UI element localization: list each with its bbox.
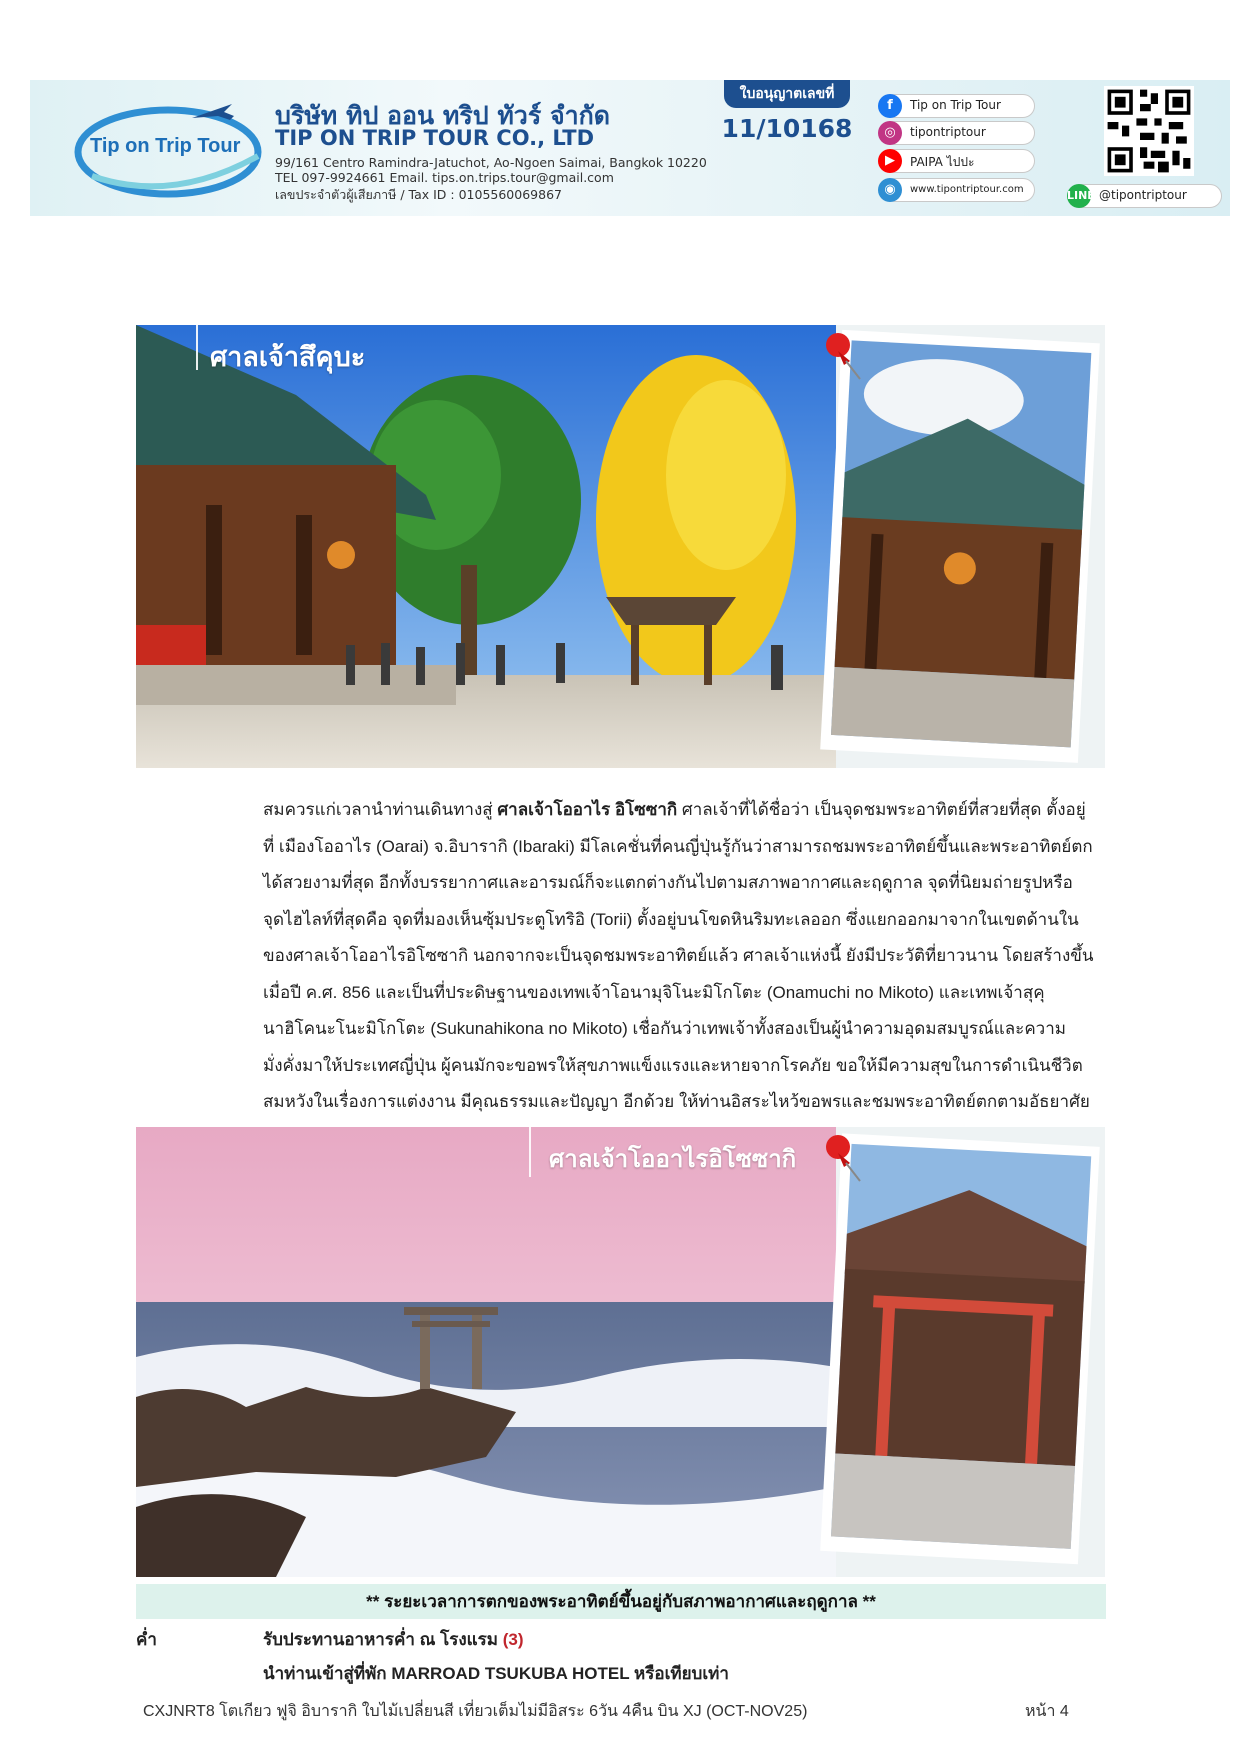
- hotel-description: นำท่านเข้าสู่ที่พัก MARROAD TSUKUBA HOTEL หรือเทียบเท่า: [263, 1664, 729, 1683]
- footer-page-number: หน้า 4: [1025, 1703, 1069, 1720]
- footer-tour-code: CXJNRT8 โตเกียว ฟูจิ อิบารากิ ใบไม้เปลี่ยนสี เที่ยวเต็มไม่มีอิสระ 6วัน 4คืน บิน XJ (OCT-NOV25): [143, 1703, 808, 1720]
- sunset-time-note: ** ระยะเวลาการตกของพระอาทิตย์ขึ้นอยู่กับสภาพอากาศและฤดูกาล **: [136, 1584, 1106, 1619]
- paragraph-line: มั่งคั่งมาให้ประเทศญี่ปุ่น ผู้คนมักจะขอพรให้สุขภาพแข็งแรงและหายจากโรคภัย ขอให้มีความสุขในการดำเนินชีวิต: [263, 1056, 1083, 1075]
- paragraph-line: จุดไฮไลท์ที่สุดคือ จุดที่มองเห็นซุ้มประตูโทริอิ (Torii) ตั้งอยู่บนโขดหินริมทะเลออก ซึ่งแยกออกมาจากในเขตด้านใน: [263, 910, 1079, 929]
- instagram-icon: ◎: [878, 121, 902, 145]
- oarai-isosaki-label: ศาลเจ้าโออาไรอิโซซากิ: [549, 1145, 797, 1173]
- web-icon: ◉: [878, 178, 902, 202]
- qr-code: [1104, 86, 1194, 176]
- company-contact: TEL 097-9924661 Email. tips.on.trips.tour@gmail.com: [275, 170, 614, 185]
- line-icon: LINE: [1067, 184, 1091, 208]
- tsukuba-shrine-photo-panel: [136, 325, 1105, 768]
- paragraph-line: สมหวังในเรื่องการแต่งงาน มีคุณธรรมและปัญญา อีกด้วย ให้ท่านอิสระไหว้ขอพรและชมพระอาทิตย์ตกตามอัธยาศัย: [263, 1092, 1090, 1111]
- paragraph-line: ของศาลเจ้าโออาไรอิโซซากิ นอกจากจะเป็นจุดชมพระอาทิตย์แล้ว ศาลเจ้าแห่งนี้ ยังมีประวัติที่ยาวนาน โดยสร้างขึ้น: [263, 946, 1094, 965]
- license-box: [702, 80, 872, 143]
- facebook-text: Tip on Trip Tour: [910, 98, 1001, 112]
- line-link[interactable]: [1067, 184, 1222, 208]
- youtube-icon: ▶: [878, 149, 902, 173]
- logo-text: Tip on Trip Tour: [90, 135, 241, 157]
- paragraph-line: สมควรแก่เวลานำท่านเดินทางสู่ ศาลเจ้าโออาไร อิโซซากิ ศาลเจ้าที่ได้ชื่อว่า เป็นจุดชมพระอาทิตย์ที่สวยที่สุด ตั้งอยู่: [263, 800, 1086, 819]
- oarai-isosaki-photo-panel: [136, 1127, 1105, 1577]
- facebook-link[interactable]: [883, 94, 1035, 118]
- license-label: ใบอนุญาตเลขที่: [724, 80, 851, 108]
- pushpin-icon: [824, 331, 864, 381]
- youtube-text: PAIPA ไปปะ: [910, 155, 975, 169]
- meal-code: (3): [502, 1630, 524, 1649]
- company-address: 99/161 Centro Ramindra-Jatuchot, Ao-Ngoen Saimai, Bangkok 10220: [275, 155, 707, 170]
- header-banner: [30, 80, 1230, 216]
- tsukuba-shrine-label: ศาลเจ้าสึคุบะ: [210, 342, 366, 373]
- paragraph-line: ที่ เมืองโออาไร (Oarai) จ.อิบารากิ (Ibaraki) มีโลเคชั่นที่คนญี่ปุ่นรู้กันว่าสามารถชมพระอาทิตย์ขึ้นและพระอาทิตย์ตก: [263, 837, 1093, 856]
- website-link[interactable]: [883, 178, 1035, 202]
- line-id-text: @tipontriptour: [1099, 188, 1187, 202]
- license-number: 11/10168: [721, 114, 853, 143]
- shrine-name-bold: ศาลเจ้าโออาไร อิโซซากิ: [497, 800, 678, 819]
- paragraph-line: นาฮิโคนะโนะมิโกโตะ (Sukunahikona no Mikoto) เชื่อกันว่าเทพเจ้าทั้งสองเป็นผู้นำความอุดมสมบูรณ์และความ: [263, 1019, 1066, 1038]
- label-divider: [196, 325, 198, 370]
- dinner-description: รับประทานอาหารค่ำ ณ โรงแรม (3): [263, 1630, 524, 1649]
- label-divider: [529, 1127, 531, 1177]
- instagram-text: tipontriptour: [910, 125, 986, 139]
- tsukuba-shrine-photo: [136, 325, 1105, 768]
- instagram-link[interactable]: [883, 121, 1035, 145]
- company-name-en: TIP ON TRIP TOUR CO., LTD: [275, 126, 595, 150]
- company-tax-id: เลขประจำตัวผู้เสียภาษี / Tax ID : 0105560069867: [275, 187, 562, 202]
- pushpin-icon: [824, 1133, 864, 1183]
- facebook-icon: f: [878, 94, 902, 118]
- paragraph-line: ได้สวยงามที่สุด อีกทั้งบรรยากาศและอารมณ์ก็จะแตกต่างกันไปตามสภาพอากาศและฤดูกาล จุดที่นิยมถ่ายรูปหรือ: [263, 873, 1073, 892]
- meal-label-dinner: ค่ำ: [136, 1630, 157, 1649]
- oarai-isosaki-photo: [136, 1127, 1105, 1577]
- youtube-link[interactable]: [883, 149, 1035, 173]
- paragraph-line: เมื่อปี ค.ศ. 856 และเป็นที่ประดิษฐานของเทพเจ้าโอนามุจิโนะมิโกโตะ (Onamuchi no Mikoto) และเทพเจ้าสุคุ: [263, 983, 1045, 1002]
- website-text: www.tipontriptour.com: [910, 184, 1024, 195]
- company-name-th: บริษัท ทิป ออน ทริป ทัวร์ จำกัด: [275, 101, 611, 130]
